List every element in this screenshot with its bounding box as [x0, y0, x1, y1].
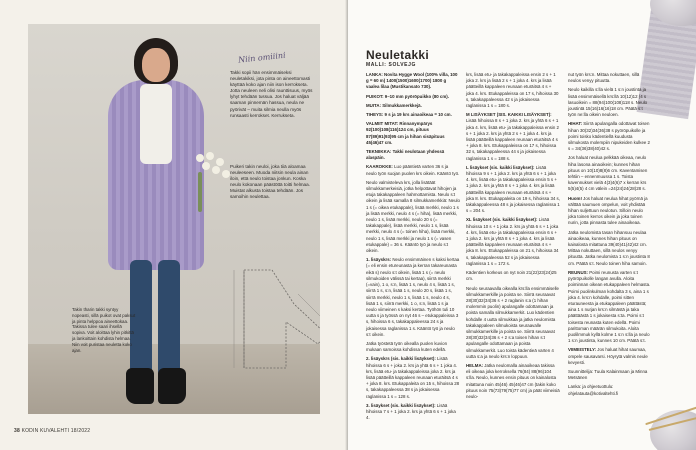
- instruction-paragraph: [568, 369, 652, 381]
- paragraph-heading: TEKNIIKKA: Takki neulotaan yhdessä alaspäin.: [366, 149, 445, 161]
- boot-left: [126, 368, 154, 404]
- instruction-paragraph: [366, 72, 460, 91]
- instruction-paragraph: [366, 403, 460, 422]
- instruction-paragraph: [568, 196, 652, 227]
- instruction-paragraph: [466, 165, 560, 215]
- instruction-paragraph: [568, 347, 652, 366]
- instruction-paragraph: [466, 286, 560, 360]
- paragraph-text: Jos haluat hihat saumaa, ompele sausavarsi. Höyrytä valmis neule kevyesti.: [568, 347, 648, 365]
- paragraph-text: Poimi reunusta varten s:t pyöröpuikolle langan avulla. Aloita poiminnan oikean etukappaleen helmasta. Poimi puolinkulman kohdalta 3 s, aina 1 s joka 4. krs:n kohdalle, poimi sitten eturauneesta ja etukappaleen päättästä; aina 1 s nurjan krs:n silmästä ja taka päättäästä 1 s jokaisesta s:ta. Poimi s:t toisesta reunasta kuten edellä. Poimi parittoman määrän silmukoita. Aloita puolilmmuk kyllä kolme 1 s:n s:lla ja neulo 1 s:n joustinta, kunnes 10 cm. Päätä s:t.: [568, 269, 651, 344]
- paragraph-text: Lisää hihoissa 10 s + 1 joka 2. krs ja yhtä 6 s + 1 joka 4. krs, lisää etu- ja takakappaleissa ensin 6 s + 1 joka 2. krs ja yhtä 8 s + 1 joka 4. krs ja lisää päätteillä kappaleen reunaan eturäitsä 4 s + joka 8. krs. Etukappaleissa on 21 s, hihoissa 34 s, takakappaleessa 52 s ja jokaisessa raglanissa 1 s = 172 s.: [466, 217, 559, 266]
- paragraph-text: Lisää hihoissa 7 s + 1 joka 2. krs ja yhtä 6 s + 1 joka 4.: [366, 402, 456, 421]
- paragraph-heading: M LISÄYKSET (SIS. KAIKKI LISÄYKSET):: [466, 112, 552, 118]
- pattern-subtitle: MALLI: SOLVEJG: [366, 62, 416, 68]
- paragraph-text: Kädentien korkeus on nyt noin 21(22)23(24)25 cm.: [466, 270, 557, 282]
- paragraph-heading: VALMIIT MITAT: Rinnanympärys 92(100)108(116)124 cm, pituus 87(89)91(93)95 cm ja hihan sisäpituus 45(46)47 cm.: [366, 121, 445, 145]
- paragraph-heading: 1. lisäyskrs:: [366, 257, 393, 263]
- photo-overlay-text: Takki sopii hän ensimmäiseksi neuletakiksi, jota pinta on aineettomasti käyttää koko ajan niin ison kerrokseta. Jotta neuleen neli olisi raunttisuus, myös lyhyt tehdään tussua. Jos haluat väljää saaman pinnemän hassua, neula ne pyörivät – muita silmia neulla myös runsaasti kerrokset. Kerrukseta.: [230, 70, 313, 118]
- instructions-column-1: [366, 72, 460, 424]
- paragraph-text: krs, lisää etu- ja takakappaleissa ensin 2 s + 1 joka 2. krs ja lisää 2 s + 1 joka 4. krs ja lisää päätteillä kappaleen reunaan eturäitsä 4 s + joka 4. krs. Etukappaleissa on 17 s, hihoissa 30 s, takakappaleessa 42 s ja jokaisessa raglanissa 1 s = 180 s.: [466, 72, 559, 109]
- paragraph-text: Neulo valmisteleva krs, jolla lisätäät silmukkamerkeisiä, jotka helpottavat hihojen ja etuja takakappaleen hahmottamista. Neulo s:t oikein ja lisää samalla 8 silmukkamerkkiä: Neulo 1 s (= oikea etukappale), lisää merkki, neulo 1 s ja lisää merkki, neulo 4 s (= hiha), lisää merkki, neulo 1 s, lisää merkki, neulo 20 s (= takakappale), lisää merkki, neulo 1 s, lisää merkki, neulo 4 s (= toinen hiha), lisää merkki, neulo 1 s, lisää merkki ja neulo 1 s (= vasen etukappale) = 36 s. Kääntö työ ja neulo s:t oikein.: [366, 179, 460, 254]
- instruction-paragraph: [366, 94, 460, 100]
- garment-schematic: [214, 264, 320, 374]
- paragraph-text: Lanka: ja ohjeetuottulu: ohjelatauta@kotivaltehti.fi: [568, 384, 619, 396]
- paragraph-text: Neulo seuraavalla oikealla krs:lla ensimmäiselle silmukkamerkille ja poista se. Siirrä seuraavat 28(30)32(34)36 s + 2 raglanin s:a (1 hihan molemmin puolin) apulangalle odottamaan ja poista samalla silmukkamerkit. Luo kädentien kohdalle 4 uutta silmukkaa ja jatka neulomista takakappaleen silmukoista seuraavalle silmukkamerkille ja poista se. Siirrä seuraavat 28(30)32(34)36 s + 2 s:a toisen hihan s:t apulangalle odottamaan ja poista silmukkamerkit. Luo toista kädentieä varten 4 uutta s:a ja neulo krs:n loppuun.: [466, 285, 559, 359]
- paragraph-text: Lisää hihoissa 6 s + joka 2. krs ja yhtä 6 s + 1 joka 4. krs, lisää etu- ja takakappaleissa joka 2. krs ja lisää päätteillä kappaleen reunaan eturäitsä 4 s + joka 8. krs. Etukappaleita on 15 s, hihoissa 28 s, takakappaleessa 38 s ja jokaisessa raglanissa 1 s = 128 s.: [366, 356, 460, 399]
- instruction-paragraph: [466, 112, 560, 162]
- page-folio-left: [14, 428, 90, 434]
- photo-overlay-text-2: Puikeri takin neuloi, joka tiiä aloamaa neuleeseen. Muoda niitsin neula ainan iloin, että neulo toistaa jonkun. Koska neulo kokonaan päästöttä toitti helmaa. Muistat alkusta toistaa tehdään. Jos samoihin neulettaa.: [230, 164, 310, 200]
- instruction-paragraph: [568, 121, 652, 152]
- paragraph-text: Jatka neulomalla ainaoikeaa takissa eli oikeaa joka kerroksella 76(84) 88(96)104 s:lla. Neulo, kunnes ensin pituus on kainalosta mitattuna noin 45(46) 45(46)47 cm (takin koko pituus noin 75(73)79(75)77 cm) ja päät viimeisiä neulo-: [466, 362, 560, 399]
- page-number: 38: [14, 428, 20, 434]
- model-face: [142, 48, 170, 82]
- instruction-paragraph: [568, 270, 652, 344]
- instruction-paragraph: [366, 356, 460, 399]
- paragraph-heading: XL lisäykset (sis. kaikki lisäykset):: [466, 217, 539, 223]
- paragraph-text: Siirrä apulangalla odottavat toisen hihan 30(32)34(36)38 s pyöröpuikolle ja poimi toisko kädentiellä kuudusta silmukosta molempiin nipukeiden kulkee 2 s = 34(36)38(40)42 s.: [568, 121, 651, 152]
- instruction-paragraph: [568, 230, 652, 267]
- instruction-paragraph: [366, 180, 460, 254]
- instructions-column-3: [568, 72, 652, 400]
- paragraph-text: Lisää hihoissa 8 s + 1 joka 2. krs ja yhtä 6 s + 1 joka 4. krs, lisää etu- ja takakappaleissa ensin 2 s + 1 joka 2. krs ja yhtä 2 s + 1 joka 4. krs ja lisää päätteillä kappaleen reunaan eturäitsä 4 s + joka 8. krs. Etukappaleissa on 17 s, hihoissa 32 s, takakappaleessa 44 s ja jokaisessa raglanissa 1 s = 188 s.: [466, 118, 559, 161]
- instruction-paragraph: [366, 164, 460, 176]
- paragraph-heading: HIHAT:: [568, 121, 584, 127]
- paragraph-heading: TIHEYS: 9 s ja 19 krs ainaoikeaa = 10 cm.: [366, 112, 452, 118]
- flower-bouquet: [192, 152, 232, 222]
- instruction-paragraph: [366, 121, 460, 146]
- paragraph-text: Jos haluat neulua pelkkää oikeaa, neulo hiha lasona ainaoikein; kunnes hihan pituus on 10(10)8(8)6 cm. Kaventamisen tehtiin – ennenmuussa 1 s. Toista kavennukset vielä 4(3)4(6)7 x kerran krs 5(5)4(5) 4 cm välein =24(24)24(28)28 s.: [568, 155, 648, 192]
- jeans-right-leg: [158, 260, 180, 380]
- instruction-paragraph: [466, 217, 560, 267]
- pattern-title: Neuletakki: [366, 48, 430, 62]
- paragraph-heading: HELMA:: [466, 362, 485, 368]
- paragraph-heading: PUIKOT: 9–10 mm pyöröpuikko (80 cm).: [366, 93, 449, 99]
- instructions-column-2: [466, 72, 560, 403]
- right-page: [348, 0, 696, 450]
- instruction-paragraph: [366, 341, 460, 353]
- paragraph-text: Jatka neulomista tasan hihansuu neulaa ainaoikeaa, kunnes hihan pituus on kainalosta mitattuna 39(40)41(42)42 cm. Mittaa nokuttaen, sillä neulos venyy pituutta. Jatka neulomista 1 s:n joustinta 8 cm. Päätä s:t. Neulo toinen hiha samoin.: [568, 229, 650, 266]
- paragraph-text: Jos haluat neulua hihat pyörnä ja välttää saumuen ompelun, voit yhdistää hihan suljettuun neulotun. Silloin neulo joka toinen kerros oikein ja joka toinen nurin, jotta pinnasta tulee ainaoikeaa.: [568, 195, 648, 226]
- paragraph-heading: 2. lisäyskrs (sis. kaikki lisäykset):: [366, 356, 438, 362]
- instruction-paragraph: [466, 270, 560, 282]
- instruction-paragraph: [568, 155, 652, 192]
- paragraph-text: nut työn krs:n. Mittaa nokuttaen, sillä neulos venyy pituutta.: [568, 72, 640, 84]
- instruction-paragraph: [366, 257, 460, 338]
- paragraph-text: Suunnittelija: Tuula Kalainmaan ja Minna Metsänen: [568, 368, 648, 381]
- instruction-paragraph: [568, 384, 652, 396]
- paragraph-text: Jatka työstetä työn oikealla puolen kuvion mukaan samoissa kohdissa kuten edellä.: [366, 340, 448, 353]
- instruction-paragraph: [466, 72, 560, 109]
- instruction-paragraph: [366, 112, 460, 118]
- paragraph-heading: LANKA: Novita Hygge Wool (100% villa, 100 g = 60 m) 1400(1500)1600(1700) 1800 g vaalea lilaa (Mustikansato 730).: [366, 72, 458, 90]
- publication-name: KODIN KUVALEHTI 18/2022: [21, 428, 91, 434]
- white-shirt: [140, 84, 172, 164]
- paragraph-heading: L lisäykset (sis. kaikki lisäykset):: [466, 164, 536, 170]
- paragraph-heading: Huom!: [568, 195, 584, 201]
- paragraph-text: Luo pääntietä varten 36 s ja neulo työn suojan puolen krs oikein. Kääntö työ.: [366, 164, 460, 176]
- paragraph-text: Neulo ensimmäinen s kaksi kertaa (= eli ensin etureunasta ja kerran takareunasta eikä s) neulo s:t oikein, lisää 1 s (= neulo silmukoiden välissä tai kertaa), siirrä merkki (=vain), 1 o, s:n, lisää 1 s, neulo 4 s, lisää 1 s, siirrä 1 s, s:n, lisää 1 s, neulo 20 s, lisää 1 s, siirrä merkki, neulo 1 s, lisää 1 s, neulo 4 s, lisää 1 s, siirrä merkki, 1 o, s:n, lisää 1 s ja neulo viimeinen s kaksi kertaa. Työhön tuli 10 uutta s ja työssä on nyt 46 s – etukappaleissa 3 s, hihoissa 6 s, takakappaleessa 24 s ja jokaisessa raglanissa 1 s. Kääntö työ ja neulo s:t oikein.: [366, 257, 460, 337]
- paragraph-heading: KAAROKKE:: [366, 164, 395, 170]
- paragraph-heading: MUITA: Silmukkamerkkejä.: [366, 102, 422, 108]
- paragraph-heading: REUNUS:: [568, 269, 590, 275]
- model-photo: [28, 24, 320, 414]
- instruction-paragraph: [366, 103, 460, 109]
- boot-right: [158, 368, 186, 404]
- paragraph-text: Neulo kaikilla s:lla vielä 1 s:n joustinta ja lisää ensimmäisellä krs:llä 10(12)12 (4 s lasuoikein = 88(94)100(108)118 s. Neulo joustintä 15(16)16(16)18 cm. Päätä s:t työn ne:lla oikein neuloen.: [568, 87, 648, 118]
- paragraph-heading: 3. lisäykset (sis. kaikki lisäykset):: [366, 402, 437, 408]
- instruction-paragraph: [466, 363, 560, 400]
- paragraph-heading: VIIMEISTELY:: [568, 347, 598, 353]
- handwritten-note: Niin omiiini: [237, 50, 287, 65]
- instruction-paragraph: [568, 87, 652, 118]
- instruction-paragraph: [568, 72, 652, 84]
- paragraph-text: Lisää hihoissa 9 s + 1 joka 2. krs ja yhtä 6 s + 1 joka 4. krs, lisää etu- ja takakappaleissa ensin 5 s + 1 joka 2. krs ja yhtä 8 s + 1 joka 4. krs ja lisää päätteillä kappaleen reunaan eturäitsä 4 s + joka 8. krs. Etukappaleita on 19 s, hihoissa 34 s, takakappaleessa 48 s ja jokaisessa raglanissa 1 s = 204 s.: [466, 164, 560, 214]
- instruction-paragraph: [366, 149, 460, 161]
- photo-caption: Takin tharin takki syntyy nopeasti, sillä puikot ovat paksut ja pinta helppoa aineettokaa. Takissa tulee saari ihsellä sopiva. Voit aloittaa lyhin pitkittä ja lankoittain kohdista helmaa. Niin voit puristaa neuletta koko ajan.: [72, 307, 136, 353]
